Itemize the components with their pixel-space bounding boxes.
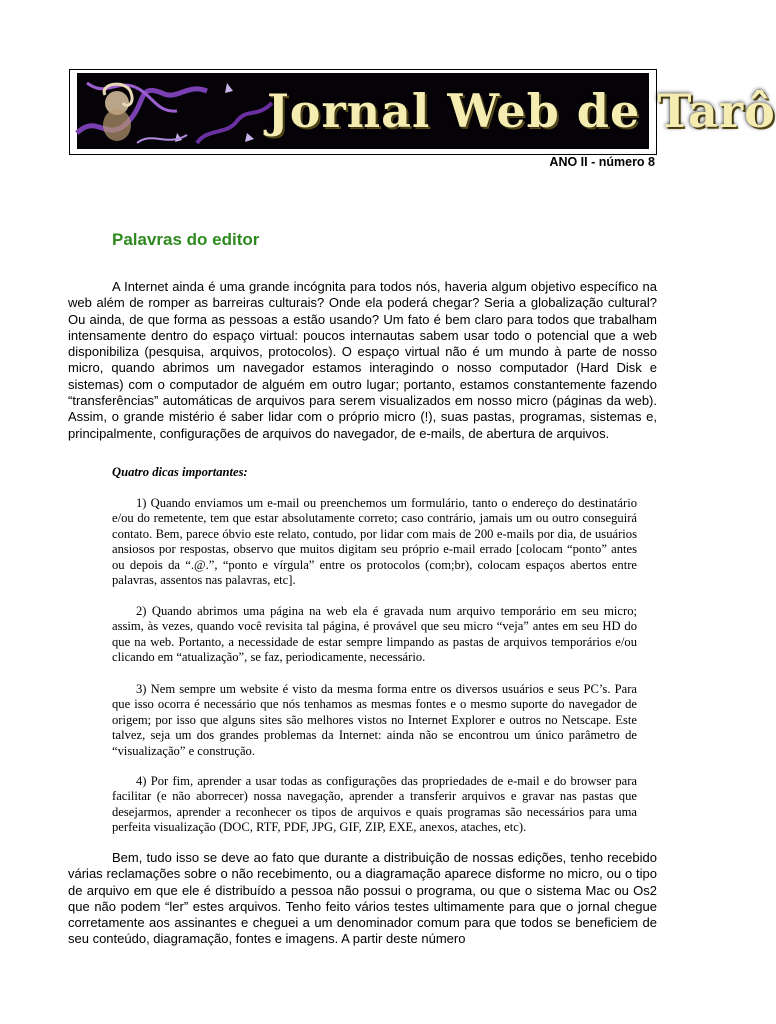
art-nouveau-ornament	[77, 73, 277, 149]
issue-number: ANO II - número 8	[549, 155, 655, 169]
masthead-title: Jornal Web de Tarô	[267, 84, 776, 138]
masthead-banner	[77, 73, 776, 149]
intro-paragraph: A Internet ainda é uma grande incógnita para todos nós, haveria algum objetivo específico na web além de romper as barreiras culturais? Onde ela poderá chegar? Seria a globalização cultural? Ou ainda, de que forma as pessoas a estão usando? Um fato é bem claro para todos que trabalham intensamente dentro do espaço virtual: poucos internautas sabem usar todo o potencial que a web disponibiliza (pesquisa, arquivos, protocolos). O espaço virtual não é um mundo à parte de nosso micro, quando abrimos um navegador estamos interagindo o nosso computador (Hard Disk e sistemas) com o computador de alguém em outro lugar; portanto, estamos constantemente fazendo “transferências” automáticas de arquivos para serem visualizados em nosso micro (páginas da web). Assim, o grande mistério é saber lidar com o próprio micro (!), suas pastas, programas, sistemas e, principalmente, configurações de arquivos do navegador, de e-mails, de abertura de arquivos.	[68, 279, 657, 441]
tips-title: Quatro dicas importantes:	[112, 465, 248, 479]
closing-paragraph: Bem, tudo isso se deve ao fato que durante a distribuição de nossas edições, tenho recebido várias reclamações sobre o não recebimento, ou a diagramação aparece disforme no micro, ou o tipo de arquivo em que ele é distribuído a pessoa não possui o programa, ou que o sistema Mac ou Os2 que não podem “ler” estes arquivos. Tenho feito vários testes ultimamente para que o jornal chegue corretamente aos assinantes e cheguei a um denominador comum para que todos se beneficiem de seu conteúdo, diagramação, fontes e imagens. A partir deste número	[68, 850, 657, 947]
page-heading: Palavras do editor	[112, 230, 260, 249]
tip-item: 3) Nem sempre um website é visto da mesma forma entre os diversos usuários e seus PC’s. Para que isso ocorra é necessário que nós tenhamos as mesmas fontes e o mesmo suporte do navegador de origem; por isso que alguns sites são melhores vistos no Internet Explorer e outros no Netscape. Este talvez, seja um dos grandes problemas da Internet: ainda não se encontrou um único parâmetro de “visualização” e construção.	[112, 682, 637, 758]
tip-item: 2) Quando abrimos uma página na web ela é gravada num arquivo temporário em seu micro; assim, às vezes, quando você revisita tal página, é provável que seu micro “veja” antes em seu HD do que na web. Portanto, a necessidade de estar sempre limpando as pastas de arquivos temporários e/ou clicando em “atualização”, se faz, periodicamente, necessário.	[112, 604, 637, 665]
tip-item: 4) Por fim, aprender a usar todas as configurações das propriedades de e-mail e do browser para facilitar (e não aborrecer) nossa navegação, aprender a transferir arquivos e gravar nas pastas que desejarmos, aprender a reconhecer os tipos de arquivos e quais programas são necessários para uma perfeita visualização (DOC, RTF, PDF, JPG, GIF, ZIP, EXE, anexos, ataches, etc).	[112, 774, 637, 835]
tip-item: 1) Quando enviamos um e-mail ou preenchemos um formulário, tanto o endereço do destinatário e/ou do remetente, tem que estar absolutamente correto; caso contrário, jamais um ou outro conseguirá contato. Bem, parece óbvio este relato, contudo, por lidar com mais de 200 e-mails por dia, de usuários ansiosos por respostas, observo que muitos digitam seu próprio e-mail errado [colocam “ponto” antes ou depois da “.@.”, “ponto e vírgula” entre os protocolos (com;br), colocam espaços abertos entre palavras, assentos nas palavras, etc].	[112, 496, 637, 588]
